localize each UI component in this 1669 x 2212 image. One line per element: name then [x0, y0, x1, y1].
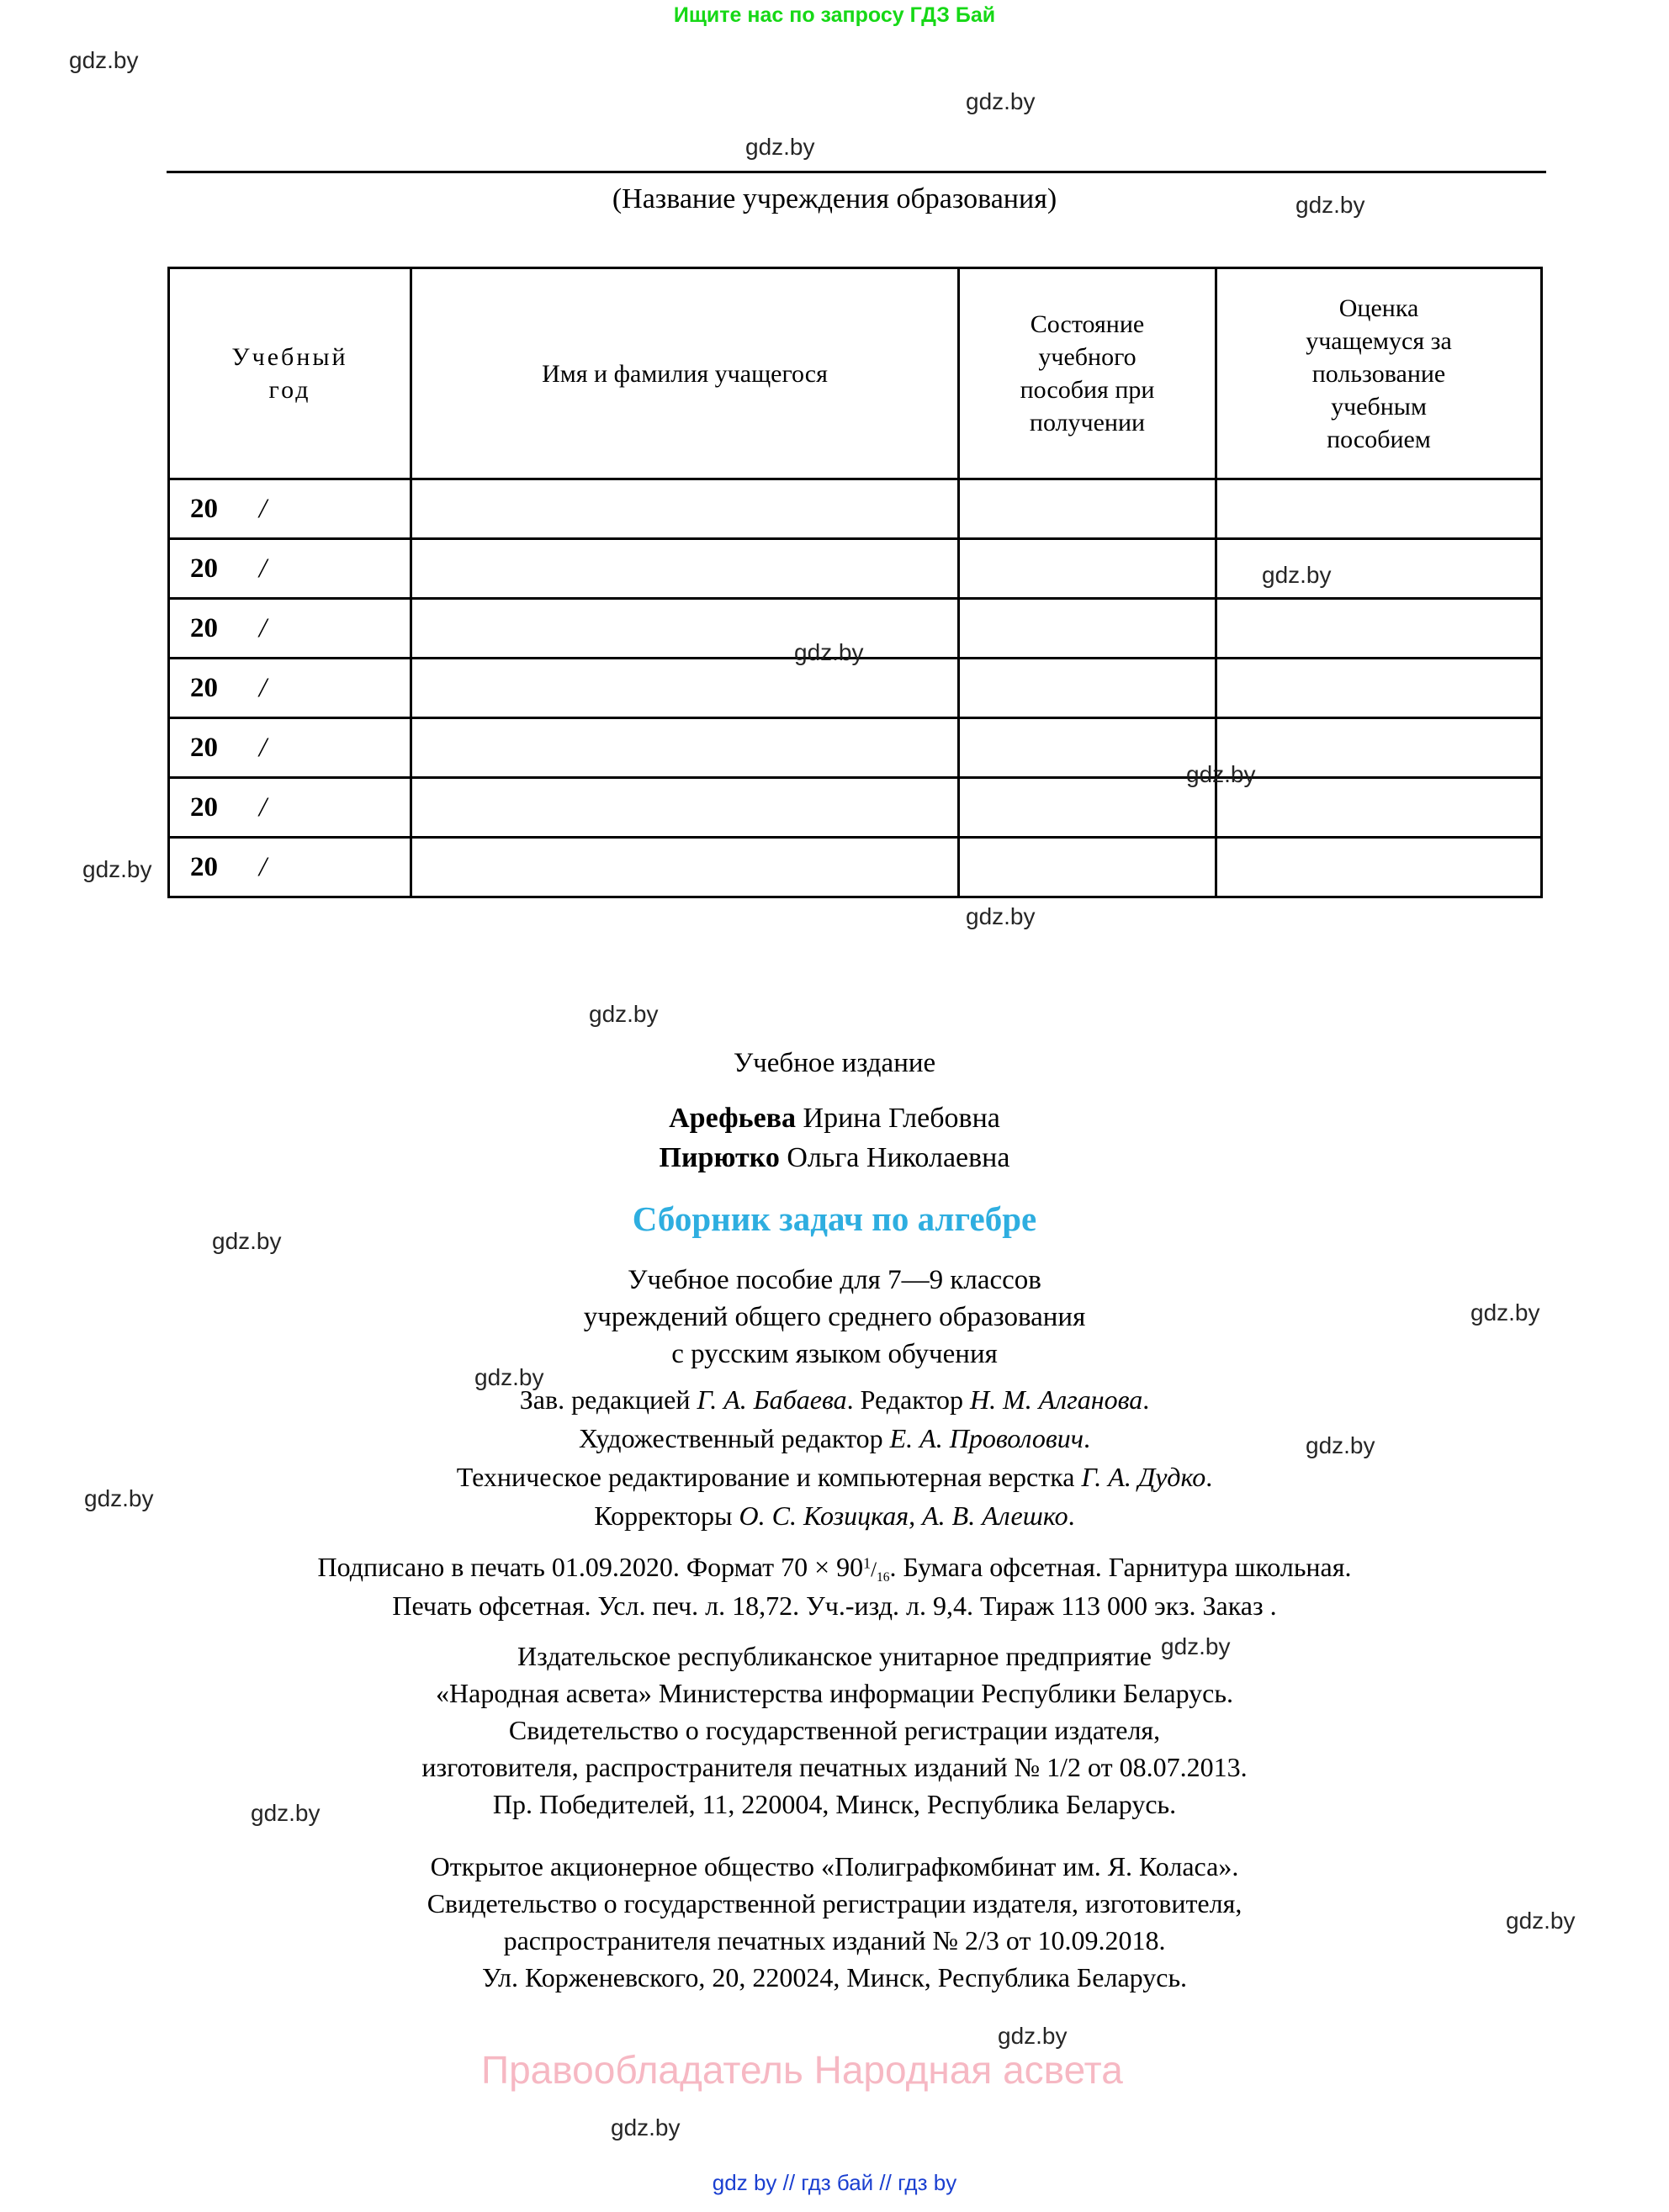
year-prefix: 20: [190, 851, 218, 882]
table-row: [169, 838, 1542, 897]
year-slash: /: [258, 612, 267, 643]
table-row: [169, 718, 1542, 778]
year-entry: [170, 733, 410, 764]
table-row: [169, 778, 1542, 838]
publisher-line5: Пр. Победителей, 11, 220004, Минск, Республика Беларусь.: [492, 1789, 1177, 1819]
gdz-watermark: gdz.by: [1186, 761, 1256, 787]
table-head: [169, 268, 1542, 479]
column-header-year-line2: год: [268, 376, 311, 404]
gdz-watermark: gdz.by: [1506, 1908, 1576, 1934]
year-slash: /: [258, 553, 267, 584]
cell-grade[interactable]: [1216, 479, 1542, 539]
credit-technical-editor: [0, 1462, 1669, 1493]
format-fraction-denominator: 16: [877, 1569, 890, 1585]
print-info-line1-a: Подписано в печать 01.09.2020. Формат 70 × 90: [317, 1552, 864, 1582]
format-fraction: $^1/_{16}$: [863, 1554, 890, 1585]
author-one-lastname: Арефьева: [669, 1103, 797, 1134]
year-entry: [170, 852, 410, 883]
column-header-condition: [959, 268, 1216, 479]
credit3-suffix: .: [1205, 1462, 1213, 1492]
gdz-watermark: gdz.by: [1295, 192, 1365, 218]
copyright-watermark: Правообладатель Народная асвета: [481, 2048, 1123, 2092]
gdz-watermark: gdz.by: [745, 134, 815, 160]
cell-student-name[interactable]: [411, 659, 959, 718]
column-header-year: [169, 268, 411, 479]
credit4-name: О. С. Козицкая, А. В. Алешко: [739, 1500, 1068, 1531]
gdz-watermark: gdz.by: [1262, 562, 1332, 588]
credit3-prefix: Техническое редактирование и компьютерная верстка: [456, 1462, 1082, 1492]
publisher-line1: Издательское республиканское унитарное предприятие: [517, 1641, 1152, 1671]
table-header-row: [169, 268, 1542, 479]
signature-rule: [167, 171, 1546, 173]
cell-year[interactable]: [169, 778, 411, 838]
year-slash: /: [258, 791, 267, 823]
cell-condition[interactable]: [959, 778, 1216, 838]
year-slash: /: [258, 851, 267, 882]
gdz-watermark: gdz.by: [611, 2114, 681, 2141]
year-prefix: 20: [190, 732, 218, 763]
gdz-watermark: gdz.by: [474, 1364, 544, 1390]
year-prefix: 20: [190, 791, 218, 823]
page-footer: gdz by // гдз бай // гдз by: [712, 2170, 957, 2195]
credit3-name: Г. А. Дудко: [1081, 1462, 1206, 1492]
credit4-suffix: .: [1068, 1500, 1075, 1531]
cell-grade[interactable]: [1216, 778, 1542, 838]
cell-year[interactable]: [169, 838, 411, 897]
column-header-grade: [1216, 268, 1542, 479]
book-title: Сборник задач по алгебре: [632, 1199, 1037, 1238]
book-subtitle-line2: учреждений общего среднего образования: [583, 1302, 1086, 1332]
cell-year[interactable]: [169, 718, 411, 778]
cell-student-name[interactable]: [411, 479, 959, 539]
gdz-watermark: gdz.by: [82, 856, 152, 882]
credit-editor-in-chief: [0, 1384, 1669, 1416]
year-slash: /: [258, 732, 267, 763]
author-one: [0, 1103, 1669, 1135]
publisher-line4: изготовителя, распространителя печатных изданий № 1/2 от 08.07.2013.: [421, 1752, 1248, 1782]
gdz-watermark: gdz.by: [1306, 1432, 1375, 1458]
printing-house-line2: Свидетельство о государственной регистрации издателя, изготовителя,: [427, 1888, 1242, 1918]
gdz-watermark: gdz.by: [966, 88, 1036, 114]
gdz-watermark: gdz.by: [998, 2023, 1068, 2049]
cell-year[interactable]: [169, 479, 411, 539]
table-row: [169, 659, 1542, 718]
cell-grade[interactable]: [1216, 599, 1542, 659]
gdz-watermark: gdz.by: [69, 47, 139, 73]
cell-student-name[interactable]: [411, 539, 959, 599]
table-row: [169, 539, 1542, 599]
column-header-condition-line3: пособия при: [1020, 376, 1155, 404]
cell-condition[interactable]: [959, 479, 1216, 539]
credit-art-editor: [0, 1423, 1669, 1454]
column-header-grade-line3: пользование: [1311, 359, 1446, 388]
cell-condition[interactable]: [959, 718, 1216, 778]
credit1-mid: . Редактор: [846, 1384, 970, 1415]
year-slash: /: [258, 672, 267, 703]
print-info-line1: [0, 1552, 1669, 1585]
cell-student-name[interactable]: [411, 778, 959, 838]
credit1-name2: Н. М. Алганова: [969, 1384, 1143, 1415]
print-info-line1-b: . Бумага офсетная. Гарнитура школьная.: [889, 1552, 1352, 1582]
column-header-year-line1: Учебный: [231, 343, 348, 371]
credit1-name1: Г. А. Бабаева: [697, 1384, 847, 1415]
cell-grade[interactable]: [1216, 718, 1542, 778]
column-header-grade-line4: учебным: [1331, 392, 1427, 421]
column-header-grade-line1: Оценка: [1338, 294, 1419, 322]
cell-student-name[interactable]: [411, 599, 959, 659]
column-header-grade-line5: пособием: [1327, 425, 1431, 453]
cell-year[interactable]: [169, 599, 411, 659]
column-header-student-name: Имя и фамилия учащегося: [411, 268, 959, 479]
year-entry: [170, 553, 410, 585]
print-info-line2: Печать офсетная. Усл. печ. л. 18,72. Уч.-изд. л. 9,4. Тираж 113 000 экз. Заказ .: [392, 1590, 1277, 1621]
year-prefix: 20: [190, 493, 218, 524]
year-entry: [170, 613, 410, 644]
gdz-watermark: gdz.by: [212, 1228, 282, 1254]
credit4-prefix: Корректоры: [594, 1500, 739, 1531]
book-subtitle-line3: с русским языком обучения: [671, 1339, 998, 1369]
year-entry: [170, 792, 410, 823]
credit2-suffix: .: [1083, 1423, 1090, 1453]
year-prefix: 20: [190, 553, 218, 584]
column-header-grade-line2: учащемуся за: [1306, 326, 1452, 355]
table-body: [169, 479, 1542, 897]
year-entry: [170, 673, 410, 704]
format-fraction-numerator: 1: [863, 1554, 872, 1572]
gdz-watermark: gdz.by: [84, 1485, 154, 1511]
year-entry: [170, 494, 410, 525]
year-prefix: 20: [190, 612, 218, 643]
author-two-lastname: Пирютко: [659, 1142, 780, 1173]
year-prefix: 20: [190, 672, 218, 703]
column-header-condition-line1: Состояние: [1030, 310, 1145, 338]
cell-student-name[interactable]: [411, 718, 959, 778]
institution-caption: (Название учреждения образования): [612, 183, 1057, 214]
cell-year[interactable]: [169, 659, 411, 718]
author-one-firstname: Ирина Глебовна: [803, 1103, 1000, 1134]
printing-house-line3: распространителя печатных изданий № 2/3 от 10.09.2018.: [503, 1925, 1166, 1955]
publisher-line2: «Народная асвета» Министерства информации Республики Беларусь.: [436, 1678, 1233, 1708]
author-two-firstname: Ольга Николаевна: [787, 1142, 1010, 1173]
printing-house-line4: Ул. Корженевского, 20, 220024, Минск, Республика Беларусь.: [481, 1962, 1188, 1992]
credit-proofreaders: [0, 1500, 1669, 1532]
table-row: [169, 479, 1542, 539]
book-subtitle-line1: Учебное пособие для 7—9 классов: [628, 1265, 1041, 1295]
credit2-name: Е. А. Проволович: [889, 1423, 1084, 1453]
cell-condition[interactable]: [959, 838, 1216, 897]
publisher-line3: Свидетельство о государственной регистрации издателя,: [508, 1715, 1161, 1745]
column-header-condition-line4: получении: [1029, 409, 1146, 437]
year-slash: /: [258, 493, 267, 524]
promo-banner: Ищите нас по запросу ГДЗ Бай: [673, 3, 996, 27]
cell-condition[interactable]: [959, 539, 1216, 599]
cell-student-name[interactable]: [411, 838, 959, 897]
gdz-watermark: gdz.by: [589, 1001, 659, 1027]
gdz-watermark: gdz.by: [966, 903, 1036, 929]
cell-grade[interactable]: [1216, 659, 1542, 718]
author-two: [0, 1142, 1669, 1174]
cell-year[interactable]: [169, 539, 411, 599]
credit1-prefix: Зав. редакцией: [519, 1384, 697, 1415]
gdz-watermark: gdz.by: [1470, 1299, 1540, 1326]
cell-grade[interactable]: [1216, 838, 1542, 897]
gdz-watermark: gdz.by: [794, 639, 864, 665]
credit1-suffix: .: [1142, 1384, 1150, 1415]
cell-condition[interactable]: [959, 599, 1216, 659]
gdz-watermark: gdz.by: [251, 1800, 321, 1826]
cell-condition[interactable]: [959, 659, 1216, 718]
printing-house-line1: Открытое акционерное общество «Полиграфкомбинат им. Я. Коласа».: [430, 1851, 1239, 1881]
edition-label: Учебное издание: [733, 1048, 936, 1078]
textbook-registration-table: [167, 267, 1543, 898]
credit2-prefix: Художественный редактор: [579, 1423, 890, 1453]
column-header-condition-line2: учебного: [1038, 343, 1137, 371]
gdz-watermark: gdz.by: [1161, 1633, 1231, 1659]
